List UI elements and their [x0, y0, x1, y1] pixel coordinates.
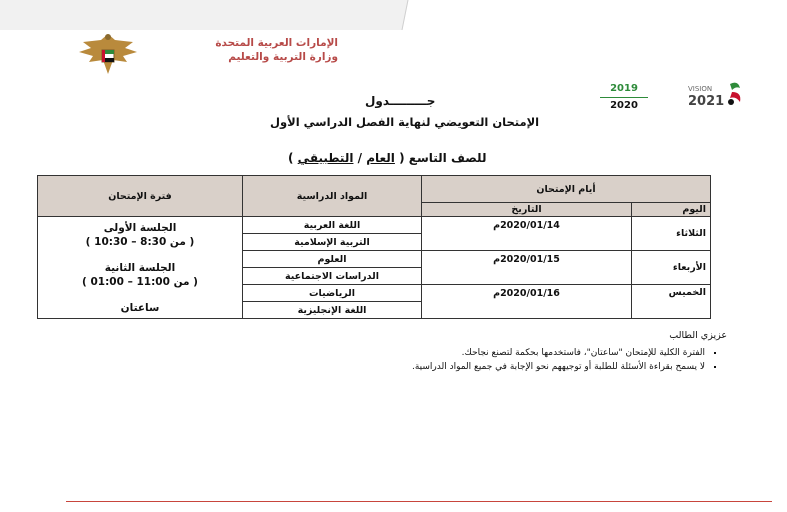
exam-sessions-cell	[38, 217, 243, 319]
exam-title: الإمتحان التعويضي لنهاية الفصل الدراسي الأول	[270, 115, 540, 129]
first-session-title: الجلسة الأولى	[103, 221, 177, 234]
day-cell: الخميس	[632, 285, 711, 319]
subject-cell: اللغة العربية	[243, 217, 422, 234]
svg-text:2021: 2021	[688, 94, 725, 108]
subject-cell: الدراسات الاجتماعية	[243, 268, 422, 285]
track-applied: التطبيقي	[297, 151, 354, 165]
exam-schedule-table	[37, 175, 711, 319]
note-item: ▪ لا يسمح بقراءة الأسئلة للطلبة أو توجيههم نحو الإجابة في جميع المواد الدراسية.	[105, 362, 705, 372]
track-general: العام	[366, 151, 395, 165]
second-session-time: ( من 11:00 – 01:00 )	[82, 275, 198, 288]
year-top: 2019	[610, 83, 638, 94]
day-cell: الثلاثاء	[632, 217, 711, 251]
year-bottom: 2020	[610, 100, 638, 111]
subject-cell: اللغة الإنجليزية	[243, 302, 422, 319]
date-cell: 2020/01/16م	[422, 285, 632, 319]
second-session-title: الجلسة الثانية	[104, 261, 176, 274]
exam-duration: ساعتان	[120, 301, 160, 314]
date-cell: 2020/01/15م	[422, 251, 632, 285]
subject-cell: التربية الإسلامية	[243, 234, 422, 251]
header-exam-period: فترة الإمتحان	[38, 176, 243, 217]
ministry-name	[148, 36, 338, 64]
ministry-line2: وزارة التربية والتعليم	[228, 51, 338, 63]
notes-title: عزيزي الطالب	[669, 330, 727, 341]
year-divider	[600, 97, 648, 98]
subject-cell: الرياضيات	[243, 285, 422, 302]
header-subjects: المواد الدراسية	[243, 176, 422, 217]
footer-divider	[66, 501, 772, 502]
subject-cell: العلوم	[243, 251, 422, 268]
notes-list	[105, 348, 717, 376]
day-cell: الأربعاء	[632, 251, 711, 285]
svg-text:VISION: VISION	[688, 85, 713, 93]
uae-emblem-icon	[73, 30, 143, 78]
header-day: اليوم	[632, 203, 711, 217]
first-session-time: ( من 8:30 – 10:30 )	[85, 235, 195, 248]
note-item: ▪ الفترة الكلية للإمتحان "ساعتان"، فاستخدمها بحكمة لتصنع نجاحك.	[105, 348, 705, 358]
vision-2021-logo-icon	[686, 78, 746, 108]
ministry-line1: الإمارات العربية المتحدة	[215, 37, 338, 49]
header-date: التاريخ	[422, 203, 632, 217]
corner-decoration	[0, 0, 420, 30]
grade-title: للصف التاسع ( العام / التطبيقي )	[288, 151, 487, 165]
date-cell: 2020/01/14م	[422, 217, 632, 251]
header-exam-days: أيام الإمتحان	[422, 176, 711, 203]
schedule-heading: جـــــــــدول	[365, 94, 436, 108]
